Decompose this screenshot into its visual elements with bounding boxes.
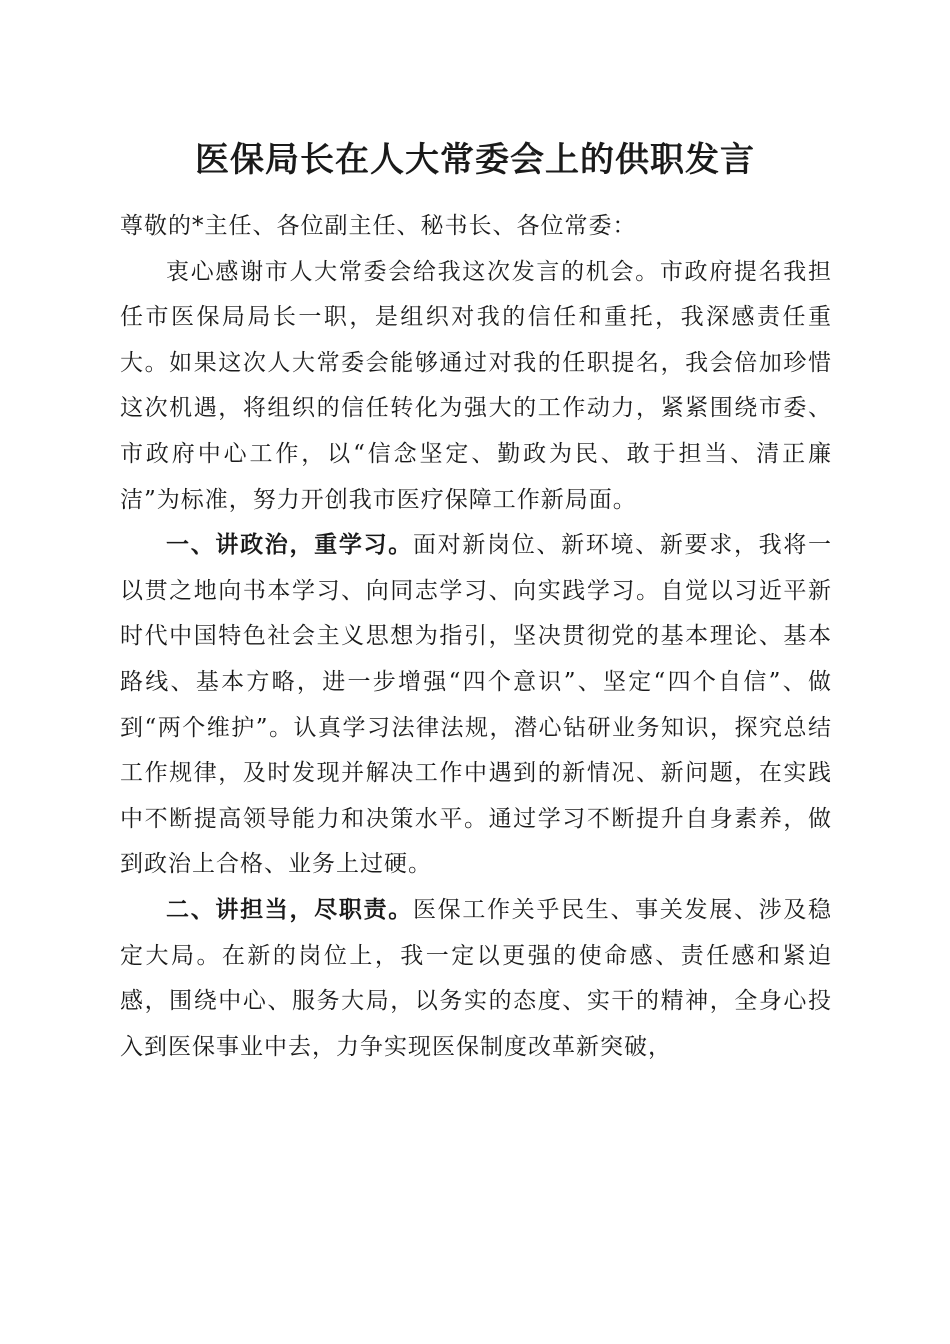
paragraph-text: 衷心感谢市人大常委会给我这次发言的机会。市政府提名我担任市医保局局长一职，是组织对我的信任和重托，我深感责任重大。如果这次人大常委会能够通过对我的任职提名，我会倍加珍惜这次机遇，将组织的信任转化为强大的工作动力，紧紧围绕市委、市政府中心工作，以“信念坚定、勤政为民、敢于担当、清正廉洁”为标准，努力开创我市医疗保障工作新局面。: [120, 258, 832, 513]
paragraph-text: 医保工作关乎民生、事关发展、涉及稳定大局。在新的岗位上，我一定以更强的使命感、责任感和紧迫感，围绕中心、服务大局，以务实的态度、实干的精神，全身心投入到医保事业中去，力争实现医保制度改革新突破，: [120, 896, 833, 1060]
salutation: 尊敬的*主任、各位副主任、秘书长、各位常委：: [120, 213, 637, 239]
section-heading: 一、讲政治，重学习。: [166, 532, 413, 559]
paragraph-study: [120, 523, 832, 888]
paragraph-intro: [120, 250, 832, 524]
document-title: 医保局长在人大常委会上的供职发言: [195, 140, 755, 180]
paragraph-text: 面对新岗位、新环境、新要求，我将一以贯之地向书本学习、向同志学习、向实践学习。自觉以习近平新时代中国特色社会主义思想为指引，坚决贯彻党的基本理论、基本路线、基本方略，进一步增强“四个意识”、坚定“四个自信”、做到“两个维护”。认真学习法律法规，潜心钻研业务知识，探究总结工作规律，及时发现并解决工作中遇到的新情况、新问题，在实践中不断提高领导能力和决策水平。通过学习不断提升自身素养，做到政治上合格、业务上过硬。: [120, 532, 833, 878]
paragraph-responsibility: [120, 888, 832, 1070]
section-heading: 二、讲担当，尽职责。: [166, 896, 413, 923]
document-body: [120, 204, 832, 1070]
